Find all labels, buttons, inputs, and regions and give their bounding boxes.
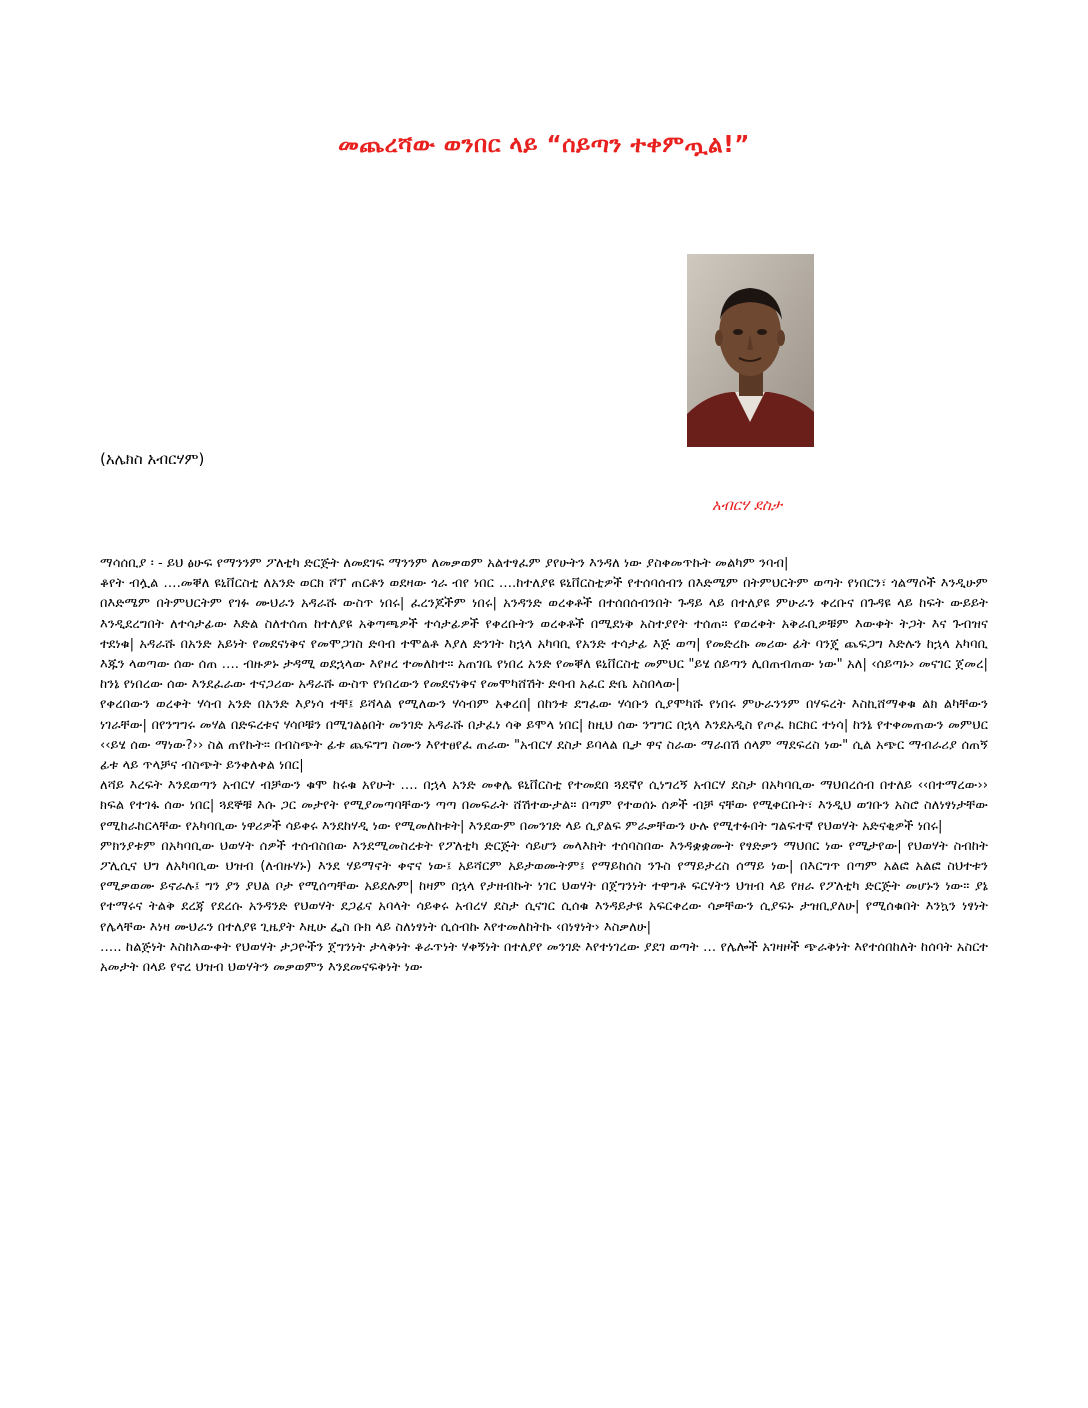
paragraph: ለሻይ እረፍት እንደወጣን አብርሃ ብቻውን ቁሞ ከሩቁ አየሁት …. በኋላ አንድ መቀሌ ዩኒቨርስቲ የተመደበ ጓደኛየ ሲነግረኝ አብርሃ ደስታ በአካባቢው ማህበረሰብ በተለይ ‹‹በተማረው›› ክፍል የተገፋ ሰው ነበር| ጓደኞቹ እሱ ጋር መታየት የሚያመጣባቸውን ጣጣ በመፍራት ሸሽተውታል። በጣም የተወሰኑ ሰዎች ብቻ ናቸው የሚቀርቡት፣ እንዲህ ወገቡን አስሮ ስለነፃነታቸው የሚከራከርላቸው የአካባቢው ነዋሪዎች ሳይቀሩ እንደከሃዲ ነው የሚመለከቱት| እንደውም በመንገድ ላይ ሲያልፍ ምራቃቸውን ሁሉ የሚተፉበት ግልፍተኛ የህወሃት አድናቂዎች ነበሩ| — [100, 778, 988, 834]
paragraph: ማሳሰቢያ ፡ - ይህ ፅሁፍ የማንንም ፖለቲካ ድርጅት ለመደገፍ ማንንም ለመቃወም አልተፃፈም ያየሁትን እንዳለ ነው ያስቀመጥኩት መልካም ንባብ| — [100, 556, 789, 571]
author-portrait-image — [687, 254, 814, 447]
paragraph: ….. ከልጅነት እስከእውቀት የህወሃት ታጋዮችን ጀግንነት ታላቅነት ቆራጥነት ሃቀኝነት በተለያየ መንገድ እየተነገረው ያደገ ወጣት … የሌሎች አገዛዞች ጭራቅነት እየተሰበከለት ከሰባት አስርተ አመታት በላይ የኖረ ህዝብ ህወሃትን መቃወምን እንደመናፍቅነት ነው — [100, 939, 988, 976]
paragraph: ቆየት ብሏል ….መቐለ ዩኒቨርስቲ ለአንድ ወርክ ሾፕ ጠርቶን ወደዛው ጎራ ብየ ነበር ….ከተለያዩ ዩኒቨርስቲዎች የተሰባሰብን በእድሜም በትምህርትም ወጣት የነበርን፣ ጎልማሶች እንዲሁም በእድሜም በትምህርትም የገፉ ሙህራን አዳራሹ ውስጥ ነበሩ| ፈረንጆችም ነበሩ| አንዳንድ ወረቀቶች በተሰበሰብንበት ጉዳይ ላይ በተለያዩ ምሁራን ቀረቡና በጉዳዩ ላይ ከፍት ውይይት እንዲደረግበት ለተሳታፊው እድል ስለተሰጠ ከተለያዩ አቅጣጫዎች ተሳታፊዎች የቀረቡትን ወረቀቶች በሚደነቅ አስተያየት ተሰጠ። የወረቀት አቅራቢዎቹም እውቀት ትጋት እና ጉብዝና ተደነቁ| አዳራሹ በአንድ አይነት የመደናነቅና የመሞጋገስ ድባብ ተሞልቶ እያለ ድንገት ከኋላ አካባቢ የአንድ ተሳታፊ እጅ ወጣ| የመድረኩ መሪው ፊት ባንጄ ጨፍጋግ እድሉን ከኋላ አካባቢ እጁን ላወጣው ሰው ሰጠ …. ብዙዎኑ ታዳሚ ወደኋላው እየዞረ ተመለከተ። አጠገቤ የነበረ አንድ የመቐለ ዩኒቨርስቲ መምህር "ይሄ ሰይጣን ሊበጠብጠው ነው" አለ| ‹ሰይጣኑ› መናገር ጀመረ| ከንኔ የነበረው ሰው እንደፈራው ተናጋሪው አዳራሹ ውስጥ የነበረውን የመደናነቅና የመሞካሸሽት ድባብ አፈር ድቤ አስበላው| — [100, 576, 988, 693]
article-title: መጨረሻው ወንበር ላይ “ሰይጣን ተቀምጧል!” — [338, 132, 750, 158]
paragraph: ምክንያቱም በአካባቢው ህወሃት ሰዎች ተሰብስበው እንደሚመስረቱት የፖለቲካ ድርጅት ሳይሆን መላእክት ተሰባስበው እንዳቋቋሙት የፃድቃን ማህበር ነው የሚታየው| የህወሃት ስብከት ፖሊሲና ህግ ለአካባቢው ህዝብ (ለብዙሃኑ) እንደ ሃይማኖት ቀኖና ነው፤ አይሻርም አይታወሙትም፤ የማይከሰስ ንጉስ የማይታረስ ሰማይ ነው| በእርግጥ በጣም አልፎ አልፎ ስህተቱን የሚቃወሙ ይኖራሉ፤ ግን ያን ያህል ቦታ የሚሰጣቸው አይደሉም| ከዛም በኋላ የታዘብኩት ነገር ህወሃት በጀግንነት ተዋግቶ ፍርሃትን ህዝብ ላይ የዘራ የፖለቲካ ድርጅት መሆኑን ነው። ያኔ የተማሩና ትልቅ ደረጃ የደረሱ አንዳንድ የህወሃት ደጋፊና አባላት ሳይቀሩ አብረሃ ደስታ ሲናገር ሲሰቁ እንዳይታዩ አፍርቀረው ሳቃቸውን ሲያፍኑ ታዝቢያለሁ| የሚሰቁበት እንኳን ነፃነት የሌላቸው እነዛ ሙህራን በተለያዩ ጊዜያት እዚሁ ፌስ ቡክ ላይ ስለነፃነት ሲሰብኩ እየተመለከትኩ ‹በነፃነት› እስቃለሁ| — [100, 838, 988, 935]
article-body — [100, 554, 988, 978]
photo-caption: (አሌክስ አብርሃም) — [100, 450, 205, 468]
paragraph: የቀረበውን ወረቀት ሃሳብ አንድ በአንድ እያነሳ ተቸ፤ ይሻላል የሚለውን ሃሳብም አቀረበ| በከንቱ ደግፈው ሃሳቡን ሲያሞካሹ የነበሩ ምሁራንንም በሃፍረት እስኪሸማቀቁ ልክ ልካቸውን ነገራቸው| በየንግግሩ መሃል በድፍረቱና ሃሳቦቹን በሚገልፅበት መንገድ አዳራሹ በታፈነ ሳቅ ይሞላ ነበር| ከዚህ ሰው ንግግር በኋላ እንደአዲስ የጦፈ ክርክር ተነሳ| ከንኔ የተቀመጠውን መምህር ‹‹ይሄ ሰው ማነው?›› ስል ጠየኩት። በብስጭት ፊቱ ጨፍግግ ስሙን እየተፀየፈ ጠራው "አብርሃ ደስታ ይባላል ቢታ ዋና ስራው ማራበሽ ሰላም ማደፍረስ ነው" ሲል አጭር ማብራሪያ ሰጠኝ ፊቱ ላይ ጥላቻና ብስጭት ይንቀለቀል ነበር| — [100, 697, 988, 774]
author-name: አብርሃ ደስታ — [712, 496, 783, 514]
